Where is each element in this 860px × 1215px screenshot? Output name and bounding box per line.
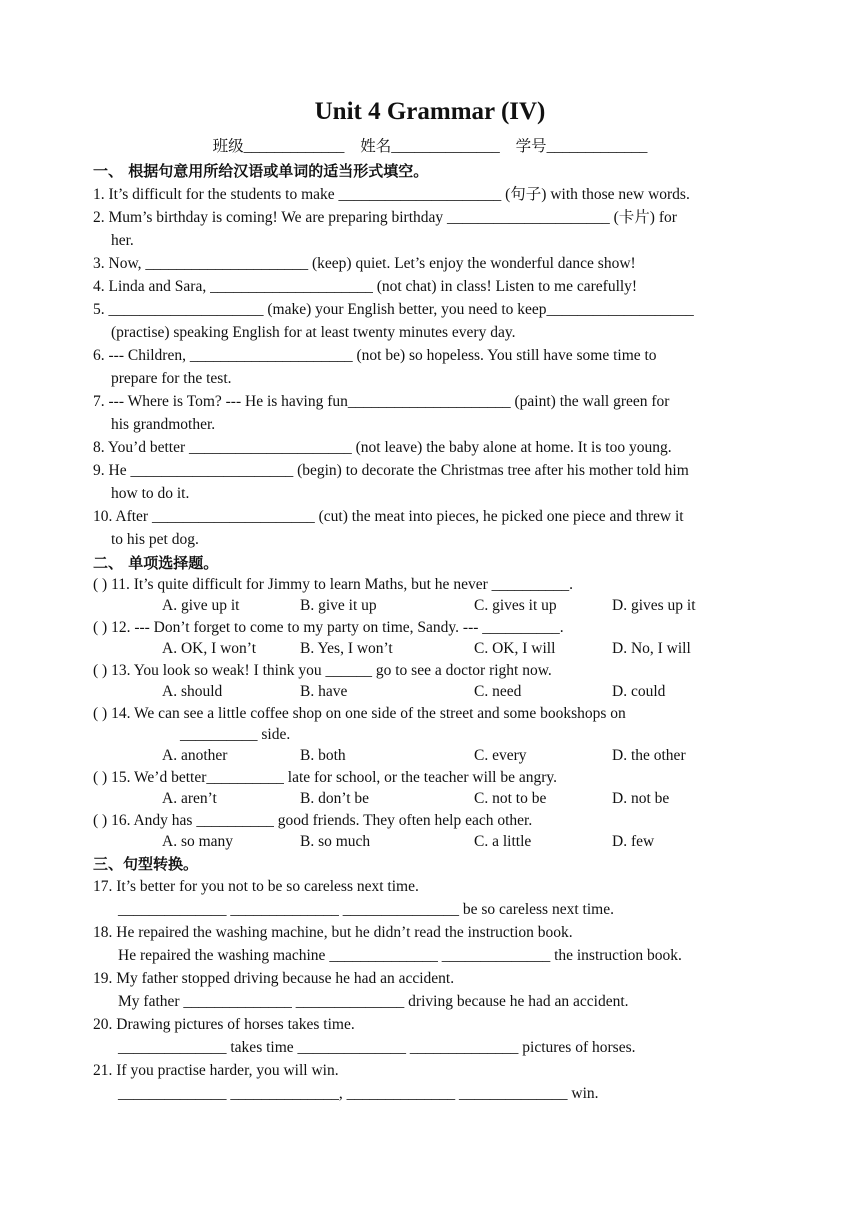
section3-heading: 三、句型转换。: [93, 855, 199, 873]
question-5-line1: 5. ____________________ (make) your English better, you need to keep___________________: [93, 301, 694, 318]
question-18-prompt: 18. He repaired the washing machine, but he didn’t read the instruction book.: [93, 924, 573, 941]
question-7-line2: his grandmother.: [111, 416, 216, 433]
question-10-line2: to his pet dog.: [111, 531, 199, 548]
question-13: ( ) 13. You look so weak! I think you ______ go to see a doctor right now.: [93, 662, 552, 679]
question-20-prompt: 20. Drawing pictures of horses takes time.: [93, 1016, 355, 1033]
section1-heading: 一、 根据句意用所给汉语或单词的适当形式填空。: [93, 162, 429, 180]
q11-option-d: D. gives up it: [612, 597, 696, 614]
question-21-prompt: 21. If you practise harder, you will win.: [93, 1062, 339, 1079]
question-14-line1: ( ) 14. We can see a little coffee shop on one side of the street and some bookshops on: [93, 705, 626, 722]
q16-option-b: B. so much: [300, 833, 371, 850]
question-18-answer: He repaired the washing machine ______________ ______________ the instruction book.: [118, 947, 682, 964]
question-19-prompt: 19. My father stopped driving because he had an accident.: [93, 970, 455, 987]
q13-option-d: D. could: [612, 683, 666, 700]
q13-option-b: B. have: [300, 683, 348, 700]
question-2-line2: her.: [111, 232, 134, 249]
class-field: 班级_____________: [212, 138, 345, 155]
q11-option-c: C. gives it up: [474, 597, 557, 614]
question-5-line2: (practise) speaking English for at least twenty minutes every day.: [111, 324, 516, 341]
q12-option-c: C. OK, I will: [474, 640, 556, 657]
q15-option-c: C. not to be: [474, 790, 547, 807]
question-16: ( ) 16. Andy has __________ good friends. They often help each other.: [93, 812, 533, 829]
question-20-answer: ______________ takes time ______________ ______________ pictures of horses.: [118, 1039, 636, 1056]
question-15: ( ) 15. We’d better__________ late for school, or the teacher will be angry.: [93, 769, 558, 786]
page-title: Unit 4 Grammar (IV): [314, 98, 546, 125]
section2-heading: 二、 单项选择题。: [93, 554, 219, 572]
number-field: 学号_____________: [515, 138, 648, 155]
question-4: 4. Linda and Sara, _____________________ (not chat) in class! Listen to me carefully!: [93, 278, 638, 295]
question-3: 3. Now, _____________________ (keep) quiet. Let’s enjoy the wonderful dance show!: [93, 255, 636, 272]
q15-option-b: B. don’t be: [300, 790, 370, 807]
q14-option-d: D. the other: [612, 747, 686, 764]
student-info-line: [0, 136, 860, 158]
q12-option-d: D. No, I will: [612, 640, 691, 657]
q11-option-b: B. give it up: [300, 597, 377, 614]
question-2-line1: 2. Mum’s birthday is coming! We are preparing birthday _____________________ (卡片) for: [93, 209, 677, 226]
question-11: ( ) 11. It’s quite difficult for Jimmy to learn Maths, but he never __________.: [93, 576, 573, 593]
question-10-line1: 10. After _____________________ (cut) the meat into pieces, he picked one piece and threw it: [93, 508, 684, 525]
q14-option-a: A. another: [162, 747, 228, 764]
question-1: 1. It’s difficult for the students to make _____________________ (句子) with those new words.: [93, 186, 690, 203]
question-8: 8. You’d better _____________________ (not leave) the baby alone at home. It is too young.: [93, 439, 672, 456]
question-9-line1: 9. He _____________________ (begin) to decorate the Christmas tree after his mother told him: [93, 462, 689, 479]
question-7-line1: 7. --- Where is Tom? --- He is having fun_____________________ (paint) the wall green for: [93, 393, 670, 410]
question-12: ( ) 12. --- Don’t forget to come to my party on time, Sandy. --- __________.: [93, 619, 564, 636]
name-field: 姓名______________: [360, 138, 500, 155]
question-17-prompt: 17. It’s better for you not to be so careless next time.: [93, 878, 419, 895]
q15-option-a: A. aren’t: [162, 790, 217, 807]
q14-option-b: B. both: [300, 747, 346, 764]
q11-option-a: A. give up it: [162, 597, 240, 614]
q16-option-a: A. so many: [162, 833, 234, 850]
q16-option-c: C. a little: [474, 833, 532, 850]
question-21-answer: ______________ ______________, ______________ ______________ win.: [118, 1085, 599, 1102]
q16-option-d: D. few: [612, 833, 655, 850]
question-17-answer: ______________ ______________ _______________ be so careless next time.: [118, 901, 614, 918]
question-19-answer: My father ______________ ______________ driving because he had an accident.: [118, 993, 629, 1010]
question-9-line2: how to do it.: [111, 485, 190, 502]
q13-option-a: A. should: [162, 683, 223, 700]
question-14-line2: __________ side.: [180, 726, 291, 743]
question-6-line2: prepare for the test.: [111, 370, 232, 387]
q12-option-a: A. OK, I won’t: [162, 640, 256, 657]
q12-option-b: B. Yes, I won’t: [300, 640, 393, 657]
q15-option-d: D. not be: [612, 790, 670, 807]
question-6-line1: 6. --- Children, _____________________ (not be) so hopeless. You still have some time to: [93, 347, 657, 364]
q13-option-c: C. need: [474, 683, 522, 700]
q14-option-c: C. every: [474, 747, 527, 764]
